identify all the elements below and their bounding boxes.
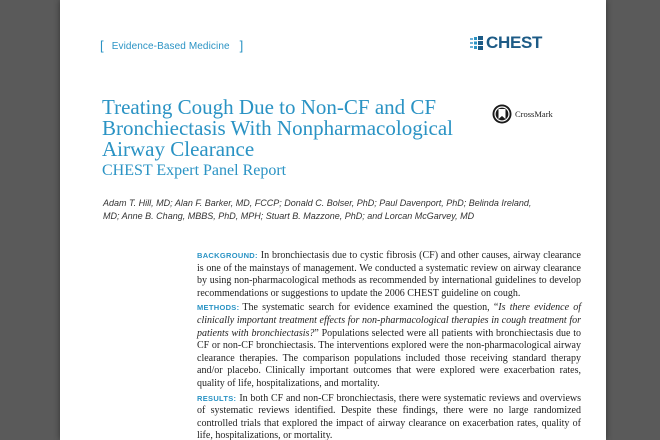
crossmark-badge[interactable] xyxy=(492,104,553,124)
abstract-methods-text-after: ” Populations selected were all patients with bronchiectasis due to CF or non-CF bronchiectasis. The interventions explored were the non-pharmacological airway clearance therapies. The comparison populations included those receiving standard therapy and/or placebo. Clinically important outcomes that were explored were exacerbation rates, quality of life, hospitalizations, and mortality. xyxy=(197,327,581,389)
abstract-results-label: RESULTS: xyxy=(197,393,237,403)
crossmark-label: CrossMark xyxy=(515,109,553,119)
chest-logo-icon xyxy=(470,36,484,50)
article-title: Treating Cough Due to Non-CF and CF Bronchiectasis With Nonpharmacological Airway Clearance xyxy=(102,95,454,161)
abstract-methods-label: METHODS: xyxy=(197,303,240,313)
abstract-background-text: In bronchiectasis due to cystic fibrosis (CF) and other causes, airway clearance is one of the mainstays of management. We conducted a systematic review on airway clearance by using non-pharmacological methods as recommended by international guidelines to develop recommendations or suggestions to update the 2006 CHEST guideline on cough. xyxy=(197,250,581,299)
abstract-methods-text-before: The systematic search for evidence examined the question, “ xyxy=(242,302,499,314)
abstract-methods-question: Is there evidence of clinically important treatment effects for non-pharmacological therapies in cough treatment for patients with bronchiectasis? xyxy=(197,302,581,339)
pdf-page xyxy=(60,0,606,440)
abstract-results xyxy=(197,393,581,440)
abstract-results-text: In both CF and non-CF bronchiectasis, there were systematic reviews and overviews of systematic reviews identified. Despite these findings, there were no large randomized controlled trials that explored the impact of airway clearance on exacerbation rates, quality of life, hospitalizations, or mortality. xyxy=(197,392,581,440)
journal-logo-text: CHEST xyxy=(486,33,543,52)
abstract-background xyxy=(197,250,581,300)
crossmark-icon xyxy=(492,104,512,124)
abstract-methods xyxy=(197,302,581,390)
section-tag-close-bracket: ] xyxy=(239,38,244,53)
section-tag-label: Evidence-Based Medicine xyxy=(111,41,230,52)
section-tag xyxy=(100,38,243,53)
abstract-background-label: BACKGROUND: xyxy=(197,251,258,260)
article-subtitle: CHEST Expert Panel Report xyxy=(102,162,287,179)
abstract xyxy=(197,250,581,440)
journal-logo xyxy=(470,34,542,52)
author-list: Adam T. Hill, MD; Alan F. Barker, MD, FCCP; Donald C. Bolser, PhD; Paul Davenport, PhD; Belinda Ireland, MD; Anne B. Chang, MBBS, PhD, MPH; Stuart B. Mazzone, PhD; and Lorcan McGarvey, MD xyxy=(103,198,532,221)
section-tag-open-bracket: [ xyxy=(100,38,104,53)
